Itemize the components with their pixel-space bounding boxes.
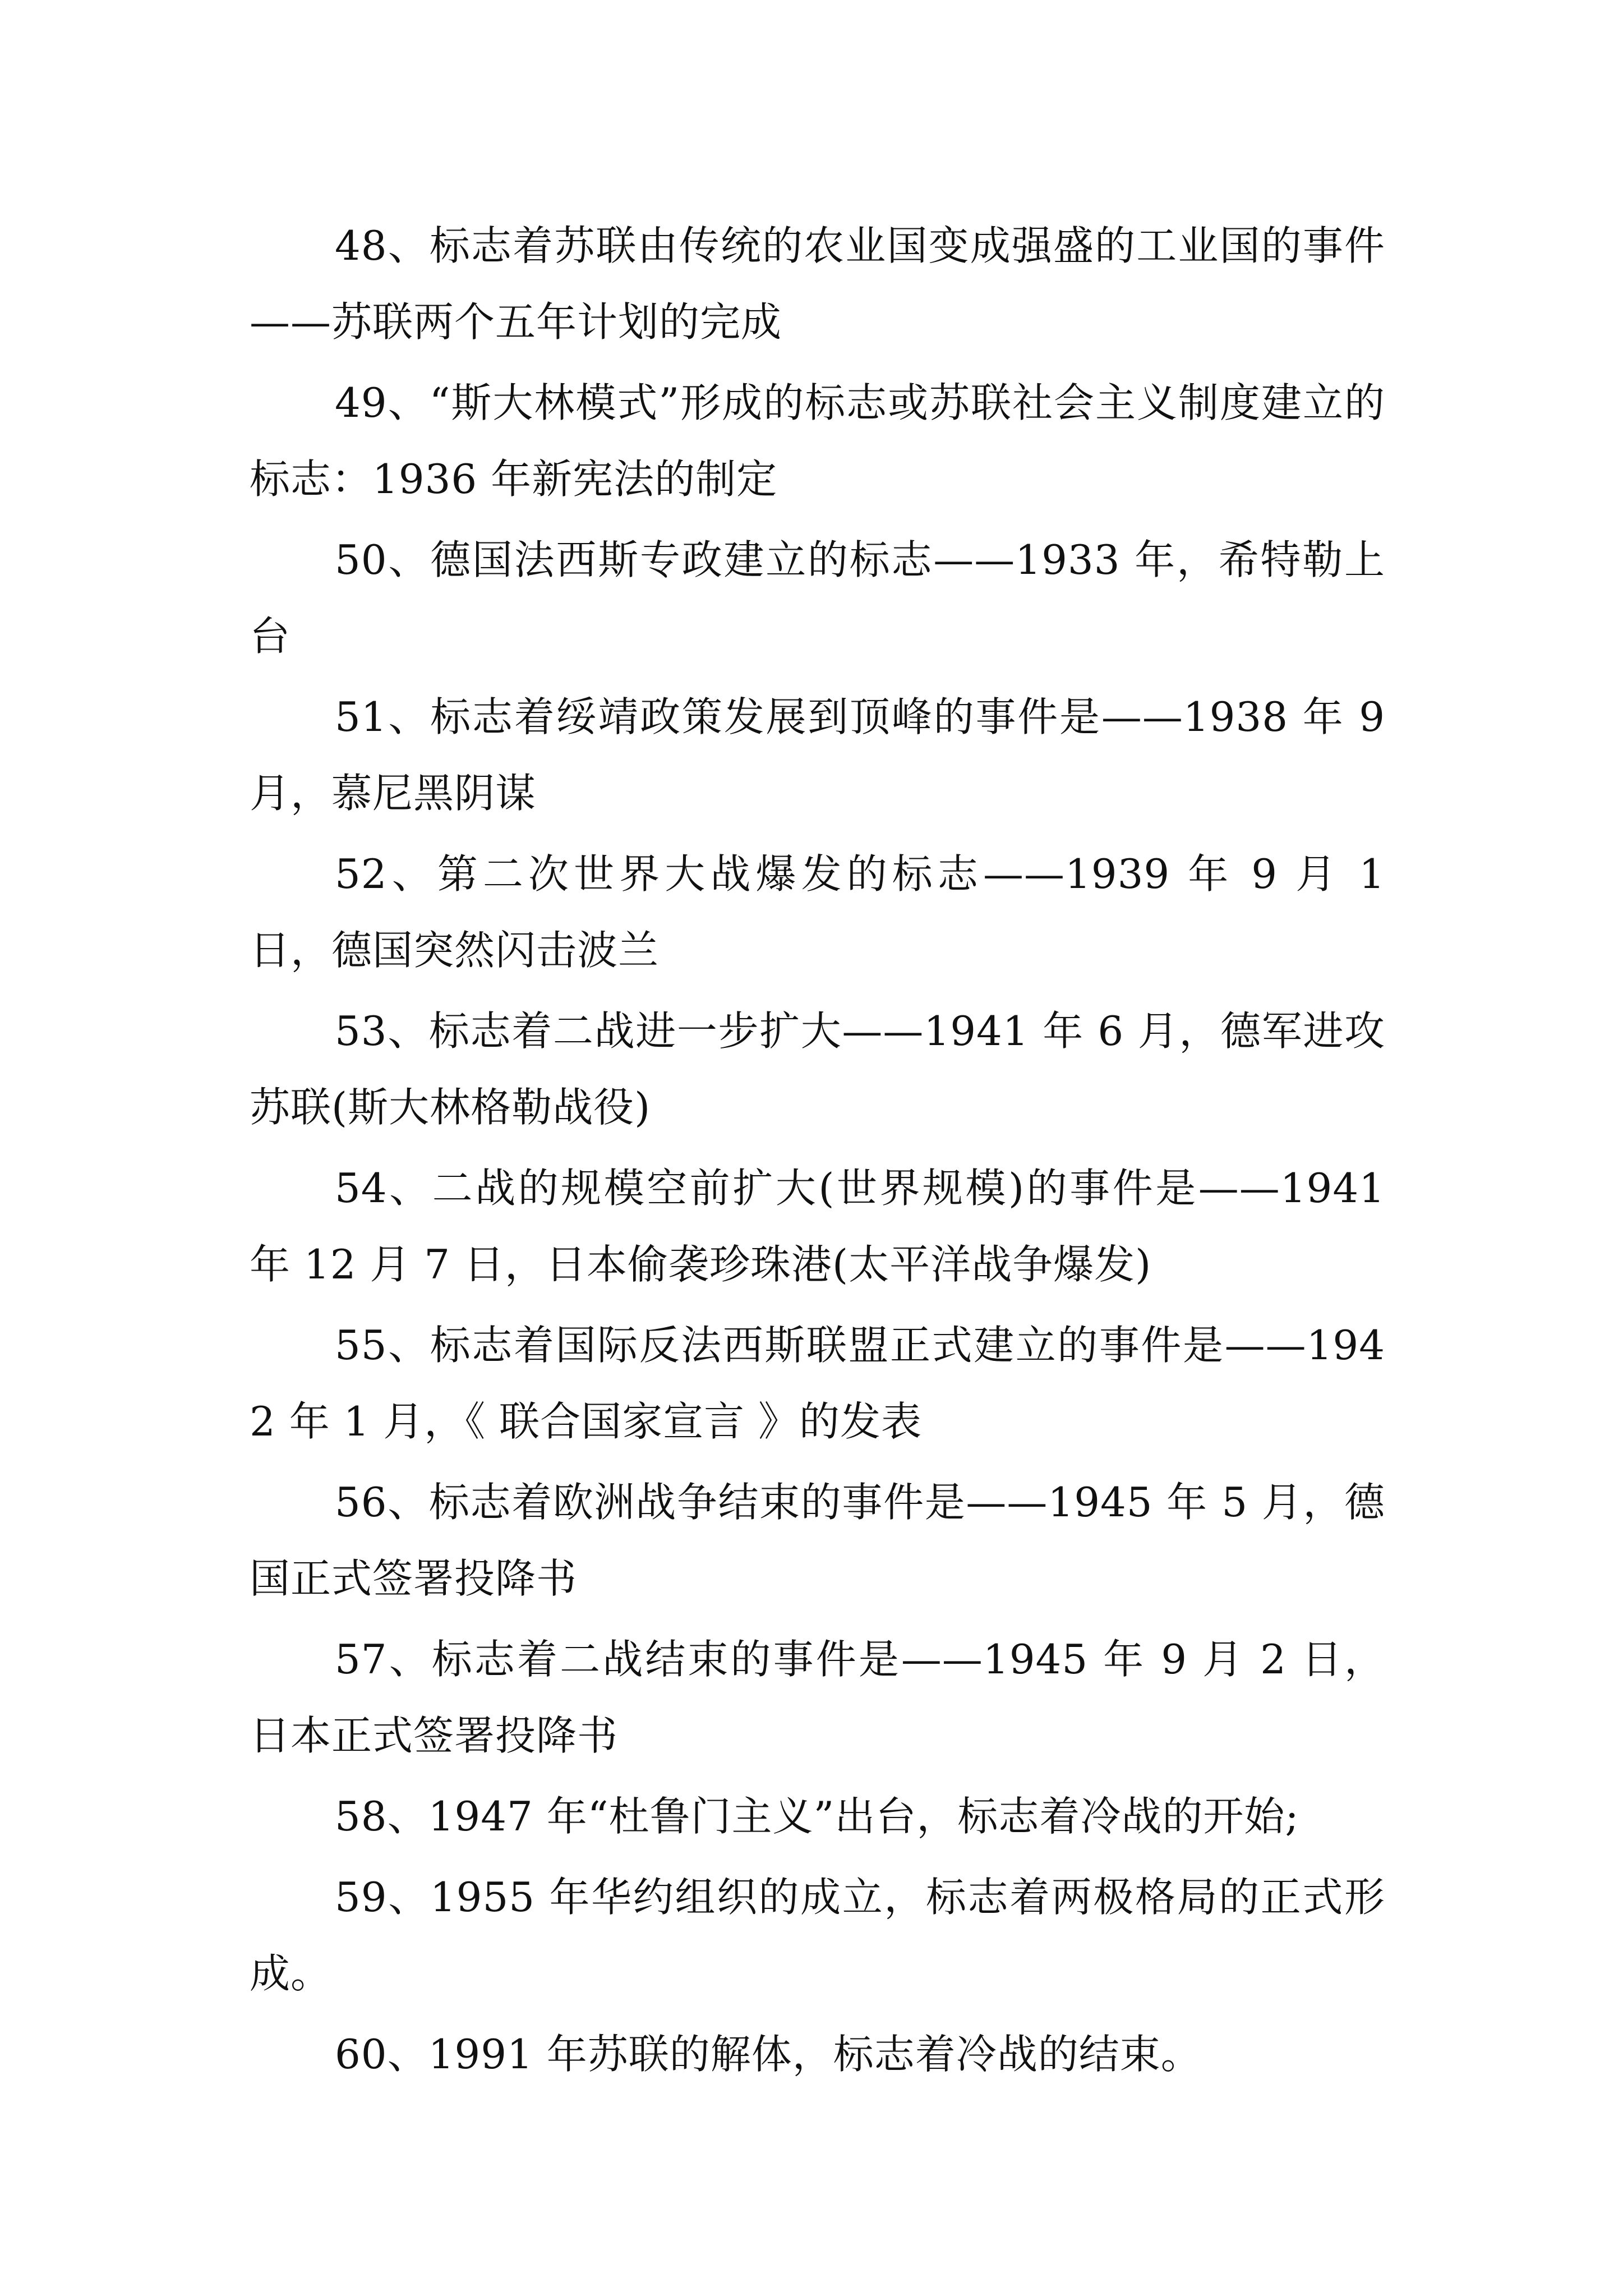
document-content — [250, 208, 1385, 2097]
paragraph-48: 48、标志着苏联由传统的农业国变成强盛的工业国的事件——苏联两个五年计划的完成 — [250, 222, 1385, 346]
paragraph-59: 59、1955 年华约组织的成立，标志着两极格局的正式形成。 — [250, 1874, 1385, 1997]
paragraph-51: 51、标志着绥靖政策发展到顶峰的事件是——1938 年 9 月，慕尼黑阴谋 — [250, 693, 1385, 817]
paragraph-60: 60、1991 年苏联的解体，标志着冷战的结束。 — [335, 2031, 1202, 2078]
paragraph-56: 56、标志着欧洲战争结束的事件是——1945 年 5 月，德国正式签署投降书 — [250, 1479, 1385, 1602]
paragraph-50: 50、德国法西斯专政建立的标志——1933 年，希特勒上台 — [250, 536, 1385, 660]
paragraph-57: 57、标志着二战结束的事件是——1945 年 9 月 2 日，日本正式签署投降书 — [250, 1636, 1385, 1759]
paragraph-49: 49、“斯大林模式”形成的标志或苏联社会主义制度建立的标志：1936 年新宪法的制定 — [250, 379, 1385, 503]
paragraph-58: 58、1947 年“杜鲁门主义”出台，标志着冷战的开始; — [335, 1793, 1299, 1840]
paragraph-55: 55、标志着国际反法西斯联盟正式建立的事件是——1942 年 1 月，《 联合国家宣言 》的发表 — [250, 1322, 1385, 1445]
paragraph-54: 54、二战的规模空前扩大(世界规模)的事件是——1941 年 12 月 7 日，日本偷袭珍珠港(太平洋战争爆发) — [250, 1165, 1385, 1288]
paragraph-53: 53、标志着二战进一步扩大——1941 年 6 月，德军进攻苏联(斯大林格勒战役) — [250, 1007, 1385, 1131]
paragraph-52: 52、第二次世界大战爆发的标志——1939 年 9 月 1 日，德国突然闪击波兰 — [250, 850, 1385, 974]
